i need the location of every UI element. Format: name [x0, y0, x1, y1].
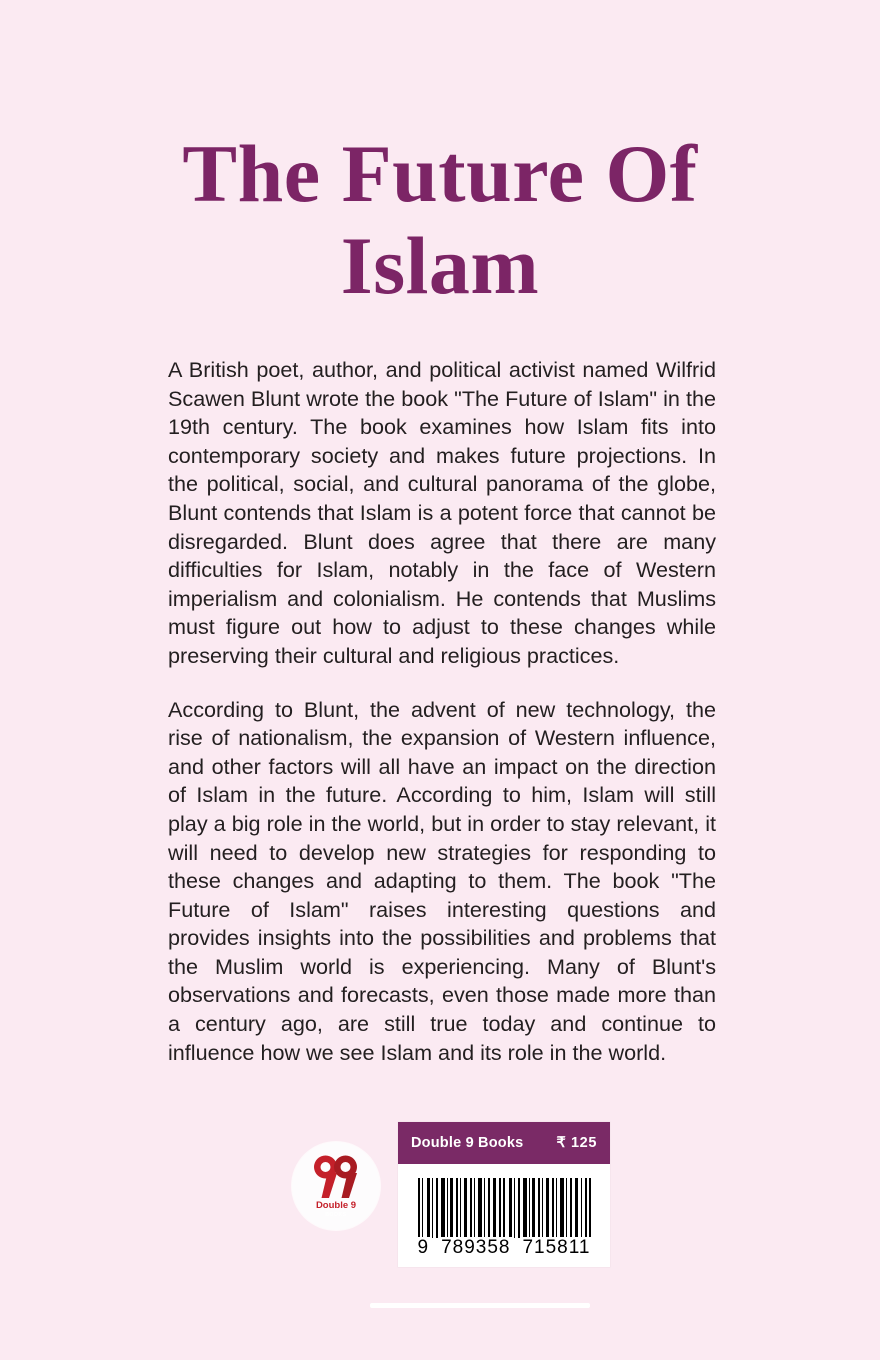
page-title: [0, 128, 880, 312]
title-block: [0, 128, 880, 312]
barcode-digit-group-left: 789358: [441, 1237, 511, 1258]
title-line-1: The Future Of: [182, 128, 698, 219]
title-line-2: Islam: [340, 219, 540, 311]
blurb-paragraph-2: According to Blunt, the advent of new technology, the rise of nationalism, the expansion of Western influence, and other factors will all have an impact on the direction of Islam in the future. According to him, Islam will still play a big role in the world, but in order to stay relevant, it will need to develop new strategies for responding to these changes and adapting to them. The book "The Future of Islam" raises interesting questions and provides insights into the possibilities and problems that the Muslim world is experiencing. Many of Blunt's observations and forecasts, even those made more than a century ago, are still true today and continue to influence how we see Islam and its role in the world.: [168, 696, 716, 1065]
blurb-paragraph-1: A British poet, author, and political activist named Wilfrid Scawen Blunt wrote the book "The Future of Islam" in the 19th century. The book examines how Islam fits into contemporary society and makes future projections. In the political, social, and cultural panorama of the globe, Blunt contends that Islam is a potent force that cannot be disregarded. Blunt does agree that there are many difficulties for Islam, notably in the face of Western imperialism and colonialism. He contends that Muslims must figure out how to adjust to these changes while preserving their cultural and religious practices.: [168, 357, 716, 668]
logo-wordmark: Double 9: [315, 1200, 357, 1211]
double-9-books-logo: [292, 1142, 380, 1230]
barcode-digits: [410, 1237, 598, 1259]
publisher-name: Double 9 Books: [411, 1135, 524, 1151]
logo-subtext: BOOKS: [325, 1212, 347, 1218]
blurb-text: [168, 356, 716, 1067]
double-9-logo-icon: [300, 1150, 372, 1222]
barcode-area: [398, 1164, 610, 1267]
bottom-divider: [370, 1303, 590, 1308]
publisher-banner: [398, 1122, 610, 1164]
cover-footer: [0, 1110, 880, 1290]
price-label: ₹ 125: [556, 1135, 597, 1151]
barcode-card: [398, 1122, 610, 1267]
barcode-digit-group-right: 715811: [522, 1237, 591, 1258]
barcode-digit-prefix: 9: [417, 1237, 430, 1258]
